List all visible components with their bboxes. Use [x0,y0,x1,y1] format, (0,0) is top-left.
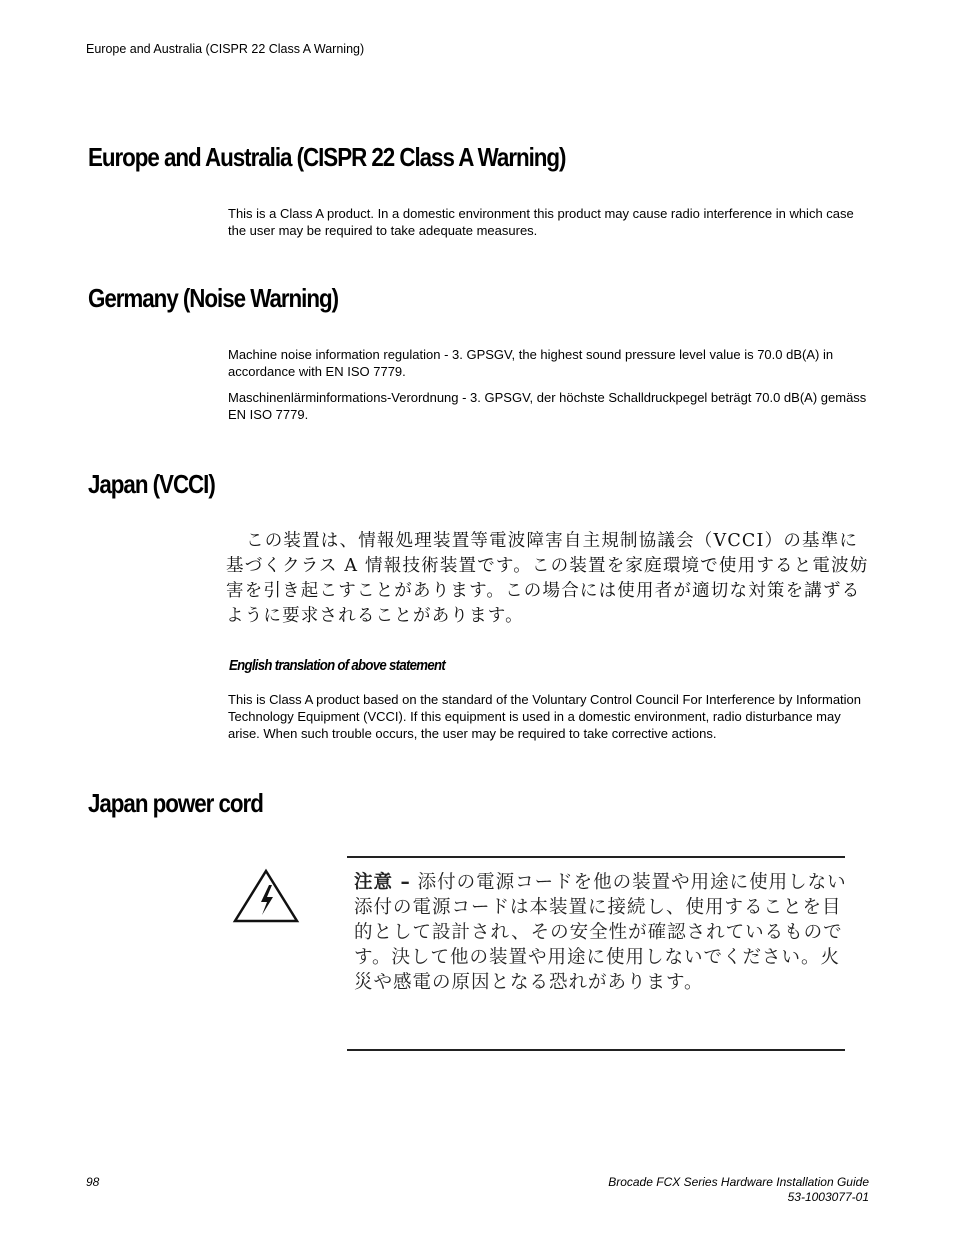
footer-doc-info [608,1175,869,1205]
paragraph-germany-de: Maschinenlärminformations-Verordnung - 3. GPSGV, der höchste Schalldruckpegel beträgt 70.0 dB(A) gemäss EN ISO 7779. [228,390,867,422]
caution-body: 添付の電源コードは本装置に接続し、使用することを目的として設計され、その安全性が確認されているものです。決して他の装置や用途に使用しないでください。火災や感電の原因となる恐れがあります。 [354,897,843,993]
caution-bottom-rule [347,1049,845,1051]
translation-subheading: English translation of above statement [229,657,446,674]
paragraph-germany-en: Machine noise information regulation - 3. GPSGV, the highest sound pressure level value is 70.0 dB(A) in accordance with EN ISO 7779. [228,347,834,379]
heading-japan-power-cord: Japan power cord [88,788,263,818]
heading-germany: Germany (Noise Warning) [88,283,339,313]
doc-number: 53-1003077-01 [787,1190,869,1204]
heading-europe-australia: Europe and Australia (CISPR 22 Class A Warning) [88,142,566,172]
japanese-vcci-statement: この装置は、情報処理装置等電波障害自主規制協議会（VCCI）の基準に基づくクラス A 情報技術装置です。この装置を家庭環境で使用すると電波妨害を引き起こすことがあります。この場合には使用者が適切な対策を講ずるように要求されることがあります。 [226,531,869,626]
paragraph-europe-australia: This is a Class A product. In a domestic environment this product may cause radio interference in which case the user may be required to take adequate measures. [228,206,854,238]
electrical-hazard-warning-icon [232,868,300,924]
caution-title-line [354,870,849,895]
paragraph-vcci-translation: This is Class A product based on the standard of the Voluntary Control Council For Interference by Information Technology Equipment (VCCI). If this equipment is used in a domestic environment, radio disturbance may arise. When such trouble occurs, the user may be required to take corrective actions. [228,692,862,741]
guide-title: Brocade FCX Series Hardware Installation Guide [608,1175,869,1189]
page-number: 98 [86,1175,100,1189]
caution-top-rule [347,856,845,858]
heading-japan-vcci: Japan (VCCI) [88,469,215,499]
caution-box [354,870,849,995]
caution-title: 添付の電源コードを他の装置や用途に使用しない [417,872,847,893]
caution-lead: 注意 – [354,872,411,893]
running-head: Europe and Australia (CISPR 22 Class A Warning) [86,42,365,56]
